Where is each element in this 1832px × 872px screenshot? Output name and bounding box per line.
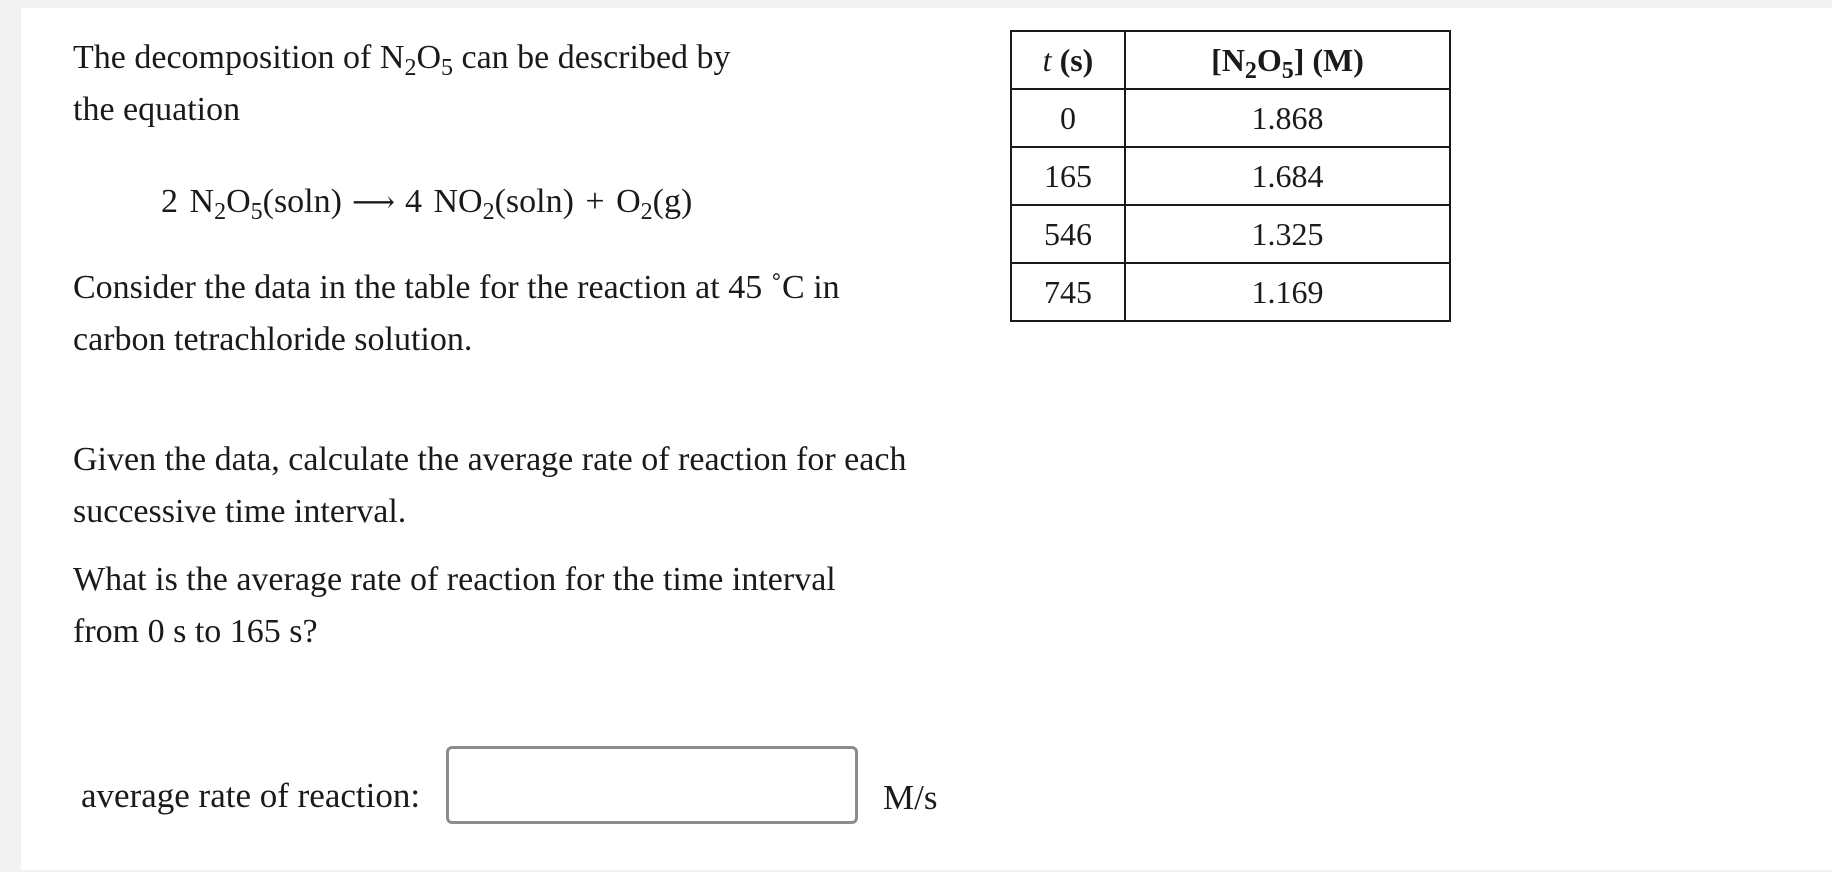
- intro-text: [73, 32, 731, 136]
- question-panel: [21, 8, 1832, 870]
- data-table: [1010, 30, 1451, 322]
- intro-text-b: can be described by: [453, 39, 731, 76]
- answer-unit: M/s: [883, 778, 938, 817]
- table-header-row: [1011, 31, 1450, 89]
- table-row: [1011, 205, 1450, 263]
- time-unit: (s): [1051, 41, 1094, 78]
- time-cell: 0: [1011, 89, 1125, 147]
- intro-line-2: the equation: [73, 91, 241, 128]
- context-line-1: Consider the data in the table for the reaction at 45 ˚C in: [73, 269, 840, 306]
- subscript: 2: [640, 199, 653, 225]
- reaction-equation: [161, 176, 692, 229]
- table-row: [1011, 263, 1450, 321]
- conc-text-b: ] (M): [1293, 41, 1364, 78]
- answer-input[interactable]: [446, 746, 858, 824]
- table-row: [1011, 89, 1450, 147]
- subscript: 5: [250, 199, 263, 225]
- instructions-line-1: Given the data, calculate the average rate of reaction for each: [73, 441, 907, 478]
- table-row: [1011, 147, 1450, 205]
- subscript: 2: [404, 55, 417, 81]
- subscript: 5: [1281, 57, 1294, 84]
- intro-text-o: O: [416, 39, 441, 76]
- subscript: 2: [482, 199, 495, 225]
- question-line-2: from 0 s to 165 s?: [73, 613, 318, 650]
- concentration-cell: 1.325: [1125, 205, 1450, 263]
- subscript: 5: [441, 55, 453, 81]
- question-text: [73, 554, 836, 658]
- header-time: [1011, 31, 1125, 89]
- subscript: 2: [1244, 57, 1257, 84]
- conc-text-o: O: [1256, 41, 1282, 78]
- time-variable: t: [1042, 41, 1052, 78]
- subscript: 2: [214, 199, 227, 225]
- concentration-cell: 1.684: [1125, 147, 1450, 205]
- eq-reactant: 2 N: [161, 183, 215, 220]
- concentration-cell: 1.169: [1125, 263, 1450, 321]
- question-line-1: What is the average rate of reaction for the time interval: [73, 561, 836, 598]
- concentration-cell: 1.868: [1125, 89, 1450, 147]
- time-cell: 165: [1011, 147, 1125, 205]
- intro-line-1: [73, 32, 731, 84]
- context-line-2: carbon tetrachloride solution.: [73, 321, 473, 358]
- intro-text-a: The decomposition of N: [73, 39, 405, 76]
- eq-product: 4 NO: [404, 183, 483, 220]
- eq-state: (soln) + O: [494, 183, 641, 220]
- eq-state: (g): [652, 183, 693, 220]
- reaction-arrow-icon: ⟶: [351, 186, 395, 219]
- eq-oxygen: O: [226, 183, 251, 220]
- conc-text-a: [N: [1211, 41, 1245, 78]
- time-cell: 745: [1011, 263, 1125, 321]
- header-concentration: [1125, 31, 1450, 89]
- instructions-line-2: successive time interval.: [73, 493, 407, 530]
- time-cell: 546: [1011, 205, 1125, 263]
- instructions-text: [73, 434, 906, 538]
- answer-label: average rate of reaction:: [81, 776, 421, 815]
- eq-state: (soln): [262, 183, 342, 220]
- context-text: [73, 262, 840, 366]
